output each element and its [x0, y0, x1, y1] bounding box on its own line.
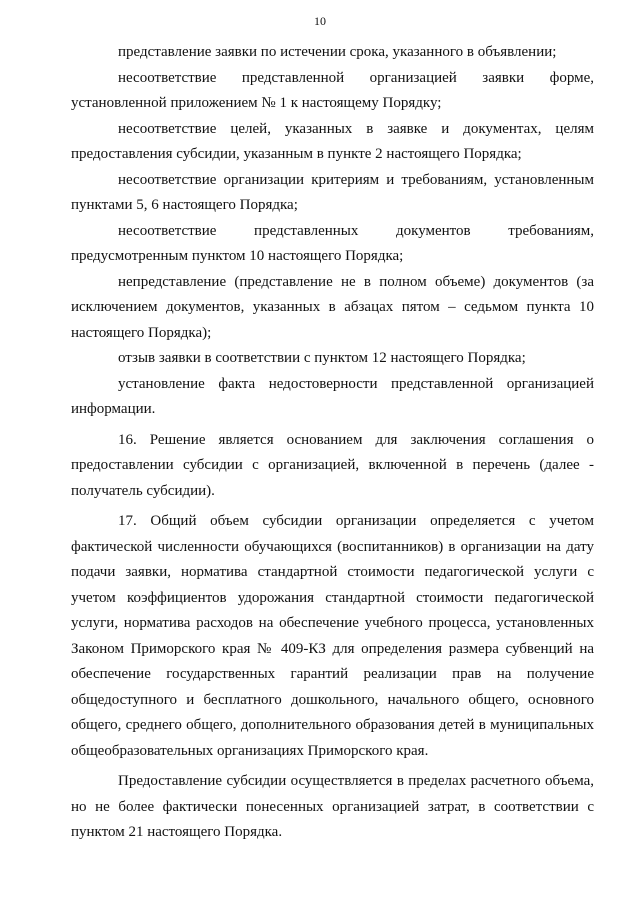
- paragraph-item-17: 17. Общий объем субсидии организации определяется с учетом фактической численности обучающихся (воспитанников) в организации на дату подачи заявки, норматива стандартной стоимости педагогической услуги с учетом коэффициентов удорожания стандартной стоимости педагогической услуги, норматива расходов на обеспечение учебного процесса, установленных Законом Приморского края № 409-КЗ для определения размера субвенций на обеспечение государственных гарантий реализации прав на получение общедоступного и бесплатного дошкольного, начального общего, основного общего, среднего общего, дополнительного образования детей в муниципальных общеобразовательных организациях Приморского края.: [71, 513, 594, 759]
- paragraph-documents-missing: непредставление (представление не в полном объеме) документов (за исключением документов, указанных в абзацах пятом – седьмом пункта 10 настоящего Порядка);: [71, 273, 594, 341]
- paragraph-form-mismatch: несоответствие представленной организацией заявки форме, установленной приложением № 1 к настоящему Порядку;: [71, 69, 594, 111]
- paragraph-false-information: установление факта недостоверности представленной организацией информации.: [71, 375, 594, 417]
- paragraph-goals-mismatch: несоответствие целей, указанных в заявке и документах, целям предоставления субсидии, указанным в пункте 2 настоящего Порядка;: [71, 120, 594, 162]
- page-content: [71, 40, 594, 846]
- paragraph-application-withdrawal: отзыв заявки в соответствии с пунктом 12 настоящего Порядка;: [118, 350, 526, 366]
- paragraph-documents-mismatch: несоответствие представленных документов требованиям, предусмотренным пунктом 10 настоящего Порядка;: [71, 222, 594, 264]
- paragraph-subsidy-limit: Предоставление субсидии осуществляется в пределах расчетного объема, но не более фактически понесенных организацией затрат, в соответствии с пунктом 21 настоящего Порядка.: [71, 773, 594, 840]
- paragraph-item-16: 16. Решение является основанием для заключения соглашения о предоставлении субсидии с организацией, включенной в перечень (далее - получатель субсидии).: [71, 431, 594, 499]
- paragraph-criteria-mismatch: несоответствие организации критериям и требованиям, установленным пунктами 5, 6 настоящего Порядка;: [71, 171, 594, 213]
- paragraph-late-submission: представление заявки по истечении срока, указанного в объявлении;: [118, 44, 557, 60]
- page-number: 10: [314, 14, 326, 28]
